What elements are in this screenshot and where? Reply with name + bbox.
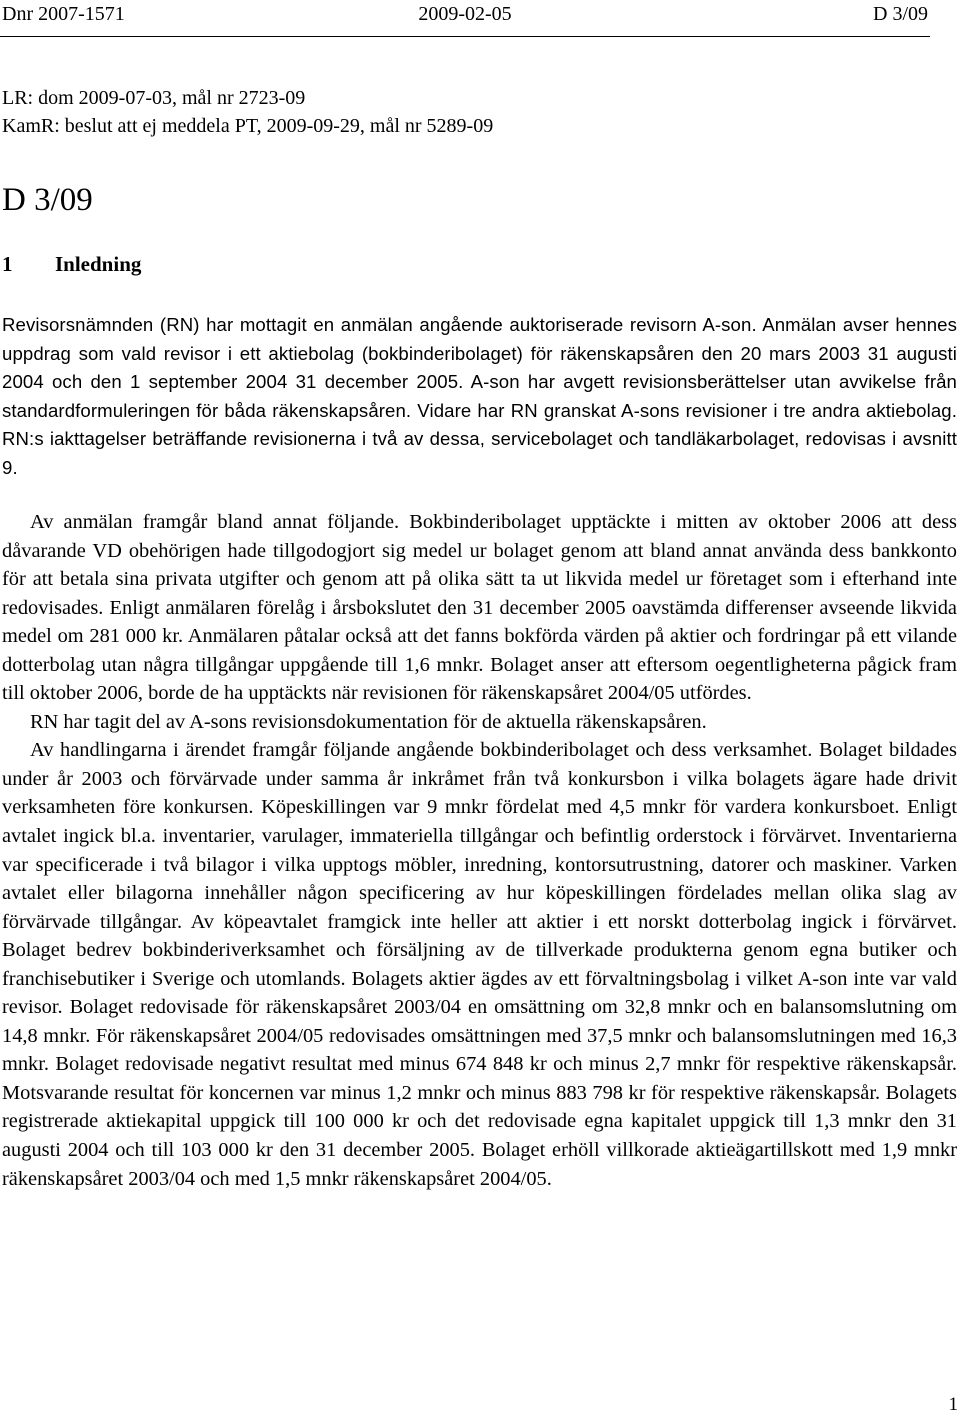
document-title: D 3/09 bbox=[2, 182, 93, 218]
header-diary-number: Dnr 2007-1571 bbox=[2, 3, 125, 25]
body-text-intro bbox=[2, 311, 957, 482]
header-date: 2009-02-05 bbox=[418, 3, 512, 25]
reference-line-court: LR: dom 2009-07-03, mål nr 2723-09 bbox=[2, 87, 306, 109]
page-header bbox=[0, 0, 930, 37]
section-title: Inledning bbox=[55, 252, 142, 276]
paragraph-intro: Revisorsnämnden (RN) har mottagit en anmälan angående auktoriserade revisorn A-son. Anmälan avser hennes uppdrag som vald revisor i ett aktiebolag (bokbinderibolaget) för räkenskapsåren den 20 mars 2003 31 augusti 2004 och den 1 september 2004 31 december 2005. A-son har avgett revisionsberättelser utan avvikelse från standardformuleringen för båda räkenskapsåren. Vidare har RN granskat A-sons revisioner i tre andra aktiebolag. RN:s iakttagelser beträffande revisionerna i två av dessa, servicebolaget och tandläkarbolaget, redovisas i avsnitt 9. bbox=[2, 314, 957, 478]
section-number: 1 bbox=[2, 252, 13, 276]
body-text-main bbox=[2, 508, 957, 1193]
paragraph-complaint: Av anmälan framgår bland annat följande. Bokbinderibolaget upptäckte i mitten av oktober 2006 att dess dåvarande VD obehörigen hade tillgodogjort sig medel ur bolaget genom att bland annat använda dess bankkonto för att betala sina privata utgifter och genom att på olika sätt ta ut likvida medel ur företaget som i efterhand inte redovisades. Enligt anmälaren förelåg i årsbokslutet den 31 december 2005 oavstämda differenser avseende likvida medel om 281 000 kr. Anmälaren påtalar också att det fanns bokförda värden på aktier och fordringar på ett vilande dotterbolag utan några tillgångar uppgående till 1,6 mnkr. Bolaget anser att eftersom oegentligheterna pågick fram till oktober 2006, borde de ha upptäckts när revisionen för räkenskapsåret 2004/05 utfördes. bbox=[2, 511, 957, 705]
section-heading bbox=[2, 250, 141, 278]
paragraph-documentation: RN har tagit del av A-sons revisionsdokumentation för de aktuella räkenskapsåren. bbox=[30, 710, 707, 733]
page-number: 1 bbox=[948, 1394, 958, 1415]
paragraph-company-facts: Av handlingarna i ärendet framgår följande angående bokbinderibolaget och dess verksamhet. Bolaget bildades under år 2003 och förvärvade under samma år inkråmet från två konkursbon i vilka bolagets ägare hade drivit verksamheten före konkursen. Köpeskillingen var 9 mnkr fördelat med 4,5 mnkr för vardera konkursboet. Enligt avtalet ingick bl.a. inventarier, varulager, immateriella tillgångar och befintlig orderstock i förvärvet. Inventarierna var specificerade i två bilagor i vilka upptogs möbler, inredning, kontorsutrustning, datorer och maskiner. Varken avtalet eller bilagorna innehåller någon specificering av hur köpeskillingen fördelades mellan olika slag av förvärvade tillgångar. Av köpeavtalet framgick inte heller att aktier i ett norskt dotterbolag ingick i förvärvet. Bolaget bedrev bokbinderiverksamhet och försäljning av de tillverkade produkterna genom egna butiker och franchisebutiker i Sverige och utomlands. Bolagets aktier ägdes av ett förvaltningsbolag i vilket A-son inte var vald revisor. Bolaget redovisade för räkenskapsåret 2003/04 en omsättning om 32,8 mnkr och en balansomslutning om 14,8 mnkr. För räkenskapsåret 2004/05 redovisades omsättningen med 37,5 mnkr och balansomslutningen med 16,3 mnkr. Bolaget redovisade negativt resultat med minus 674 848 kr och minus 2,7 mnkr för respektive räkenskapsår. Motsvarande resultat för koncernen var minus 1,2 mnkr och minus 883 798 kr för respektive räkenskapsår. Bolagets registrerade aktiekapital uppgick till 100 000 kr och det redovisade egna kapitalet uppgick till 1,3 mnkr den 31 augusti 2004 och till 103 000 kr den 31 december 2005. Bolaget erhöll villkorade aktieägartillskott med 1,9 mnkr räkenskapsåret 2003/04 och med 1,5 mnkr räkenskapsåret 2004/05. bbox=[2, 739, 957, 1190]
appeal-references bbox=[2, 84, 493, 140]
header-decision-id: D 3/09 bbox=[873, 3, 928, 25]
reference-line-admin-court: KamR: beslut att ej meddela PT, 2009-09-29, mål nr 5289-09 bbox=[2, 115, 494, 137]
